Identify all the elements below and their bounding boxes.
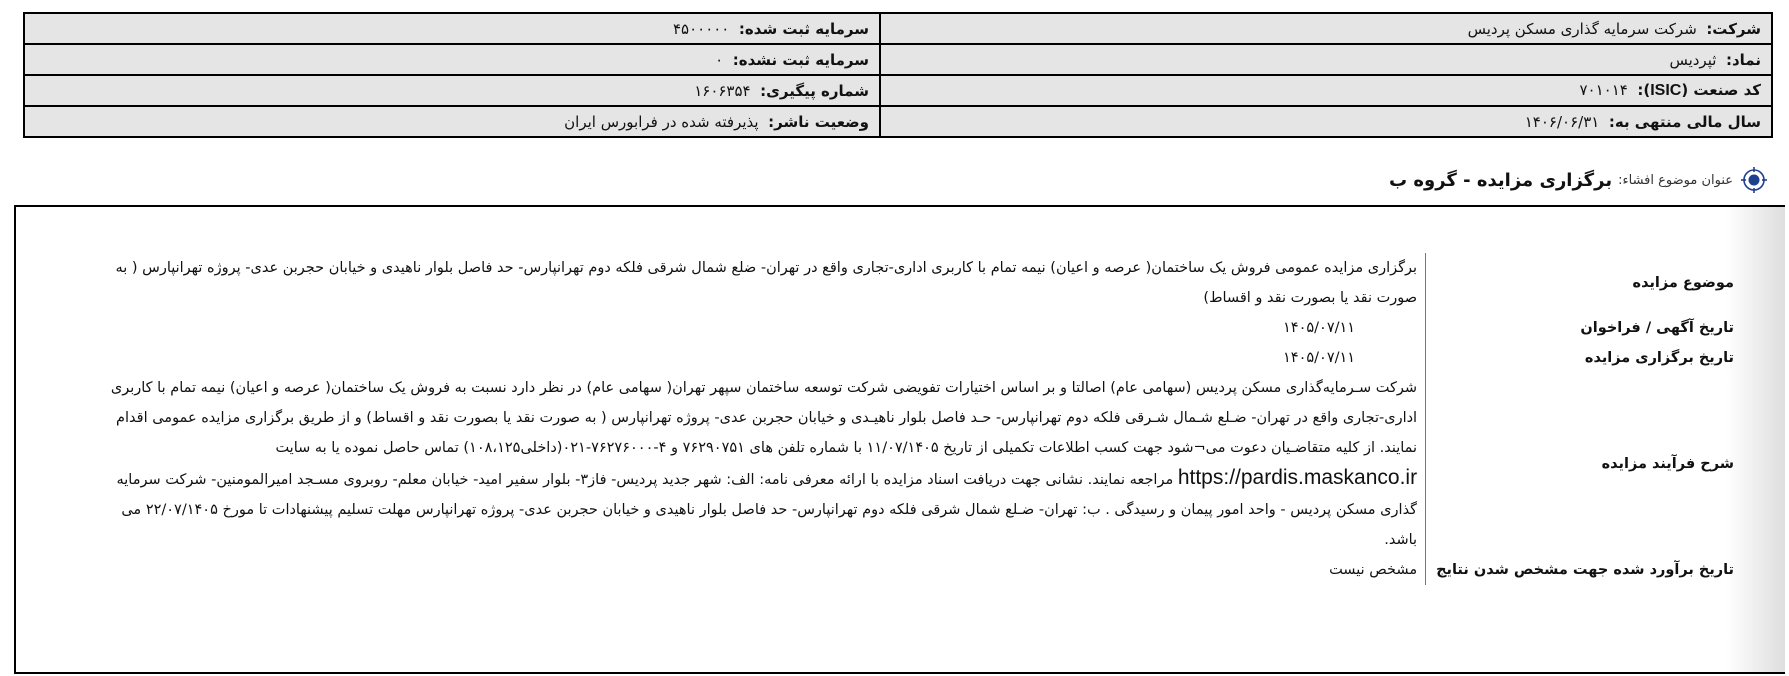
auction-details-table	[104, 253, 1734, 585]
announce-date-label: تاریخ آگهی / فراخوان	[1426, 313, 1734, 343]
registered-capital-label: سرمایه ثبت شده:	[738, 19, 869, 38]
tracking-label: شماره پیگیری:	[760, 81, 869, 100]
fiscal-year-label: سال مالی منتهی به:	[1608, 112, 1761, 131]
isic-label-code: ISIC	[1650, 82, 1682, 99]
unregistered-capital-value: ۰	[715, 50, 724, 69]
symbol-cell	[880, 44, 1772, 75]
website-link[interactable]: https://pardis.maskanco.ir	[1177, 466, 1418, 489]
detail-row-process	[104, 373, 1734, 555]
topic-value: برگزاری مزایده عمومی فروش یک ساختمان( عرصه و اعیان) نیمه تمام با کاربری اداری-تجاری واقع در تهران- ضلع شمال شرقی فلکه دوم تهرانپارس- حد فاصل بلوار ناهیدی و خیابان حجربن عدی- پروژه تهرانپارس ( به صورت نقد یا بصورت نقد و اقساط)	[115, 260, 1418, 306]
registered-capital-cell	[24, 13, 880, 44]
isic-label-prefix: کد صنعت (	[1681, 81, 1761, 99]
publisher-status-label: وضعیت ناشر:	[768, 112, 869, 131]
publisher-status-value: پذیرفته شده در فرابورس ایران	[564, 112, 759, 131]
company-info-table	[23, 12, 1773, 138]
publisher-status-cell	[24, 106, 880, 137]
isic-label-suffix: ):	[1637, 81, 1651, 99]
tracking-value: ۱۶۰۶۳۵۴	[694, 81, 751, 100]
process-text-before-url: شرکت سـرمایه‌گذاری مسکن پردیس (سهامی عام) اصالتا و بر اساس اختیارات تفویضی شرکت توسعه ساختمان سپهر تهران( سهامی عام) در نظر دارد نسبت به فروش یک ساختمان( عرصه و اعیان) نیمه تمام با کاربری اداری-تجاری واقع در تهران- ضـلع شـمال شـرقی فلکه دوم تهرانپارس- حـد فاصل بلوار ناهیـدی و خیابان حجربن عدی- پروژه تهرانپارس ( به صورت نقد یا بصورت نقد و اقساط) و از طریق برگزاری مزایده عمومی اقدام نمایند. از کلیه متقاضـیان دعوت می¬شود جهت کسب اطلاعات تکمیلی از تاریخ ۱۱/۰۷/۱۴۰۵ با شماره تلفن های ۷۶۲۹۰۷۵۱ و ۴-۷۶۲۷۶۰۰۰-۰۲۱(داخلی۱۰۸،۱۲۵) تماس حاصل نموده یا به سایت	[110, 380, 1418, 456]
info-row	[24, 75, 1772, 106]
result-date-value: مشخص نیست	[1329, 562, 1418, 578]
symbol-label: نماد:	[1725, 50, 1761, 69]
info-row	[24, 44, 1772, 75]
unregistered-capital-cell	[24, 44, 880, 75]
isic-value: ۷۰۱۰۱۴	[1579, 81, 1628, 99]
target-icon	[1741, 167, 1767, 193]
registered-capital-value: ۴۵۰۰۰۰۰	[672, 19, 730, 38]
info-row	[24, 13, 1772, 44]
symbol-value: ثپردیس	[1669, 50, 1717, 69]
subject-title: برگزاری مزایده - گروه ب	[1389, 169, 1613, 191]
company-cell	[880, 13, 1772, 44]
announce-date-value: ۱۴۰۵/۰۷/۱۱	[1283, 320, 1356, 336]
company-label: شرکت:	[1706, 19, 1761, 38]
result-date-label: تاریخ برآورد شده جهت مشخص شدن نتایج	[1426, 555, 1734, 585]
fiscal-year-cell	[880, 106, 1772, 137]
isic-cell	[880, 75, 1772, 106]
process-text-after-url: مراجعه نمایند. نشانی جهت دریافت اسناد مزایده با ارائه معرفی نامه: الف: شهر جدید پردیس- فاز۳- بلوار سفیر امید- خیابان معلم- روبروی مسـجد امیرالمومنین- شرکت سرمایه گذاری مسکن پردیس - واحد امور پیمان و رسیدگی . ب: تهران- ضـلع شمال شرقی فلکه دوم تهرانپارس- حد فاصل بلوار ناهیدی و خیابان حجربن عدی- پروژه تهرانپارس مهلت تسلیم پیشنهادات تا مورخ ۲۲/۰۷/۱۴۰۵ می باشد.	[116, 472, 1418, 548]
isic-label	[1637, 81, 1761, 99]
disclosure-subject	[1389, 166, 1767, 194]
topic-label: موضوع مزایده	[1426, 253, 1734, 313]
info-row	[24, 106, 1772, 137]
process-value	[104, 373, 1426, 555]
unregistered-capital-label: سرمایه ثبت نشده:	[732, 50, 869, 69]
subject-label: عنوان موضوع افشاء:	[1618, 172, 1733, 188]
detail-row-result-date	[104, 555, 1734, 585]
tracking-cell	[24, 75, 880, 106]
detail-row-topic	[104, 253, 1734, 313]
auction-date-label: تاریخ برگزاری مزایده	[1426, 343, 1734, 373]
company-value: شرکت سرمایه گذاری مسکن پردیس	[1467, 19, 1697, 38]
auction-date-value: ۱۴۰۵/۰۷/۱۱	[1283, 350, 1356, 366]
detail-row-announce-date	[104, 313, 1734, 343]
detail-row-auction-date	[104, 343, 1734, 373]
process-label: شرح فرآیند مزایده	[1426, 373, 1734, 555]
fiscal-year-value: ۱۴۰۶/۰۶/۳۱	[1524, 112, 1600, 131]
